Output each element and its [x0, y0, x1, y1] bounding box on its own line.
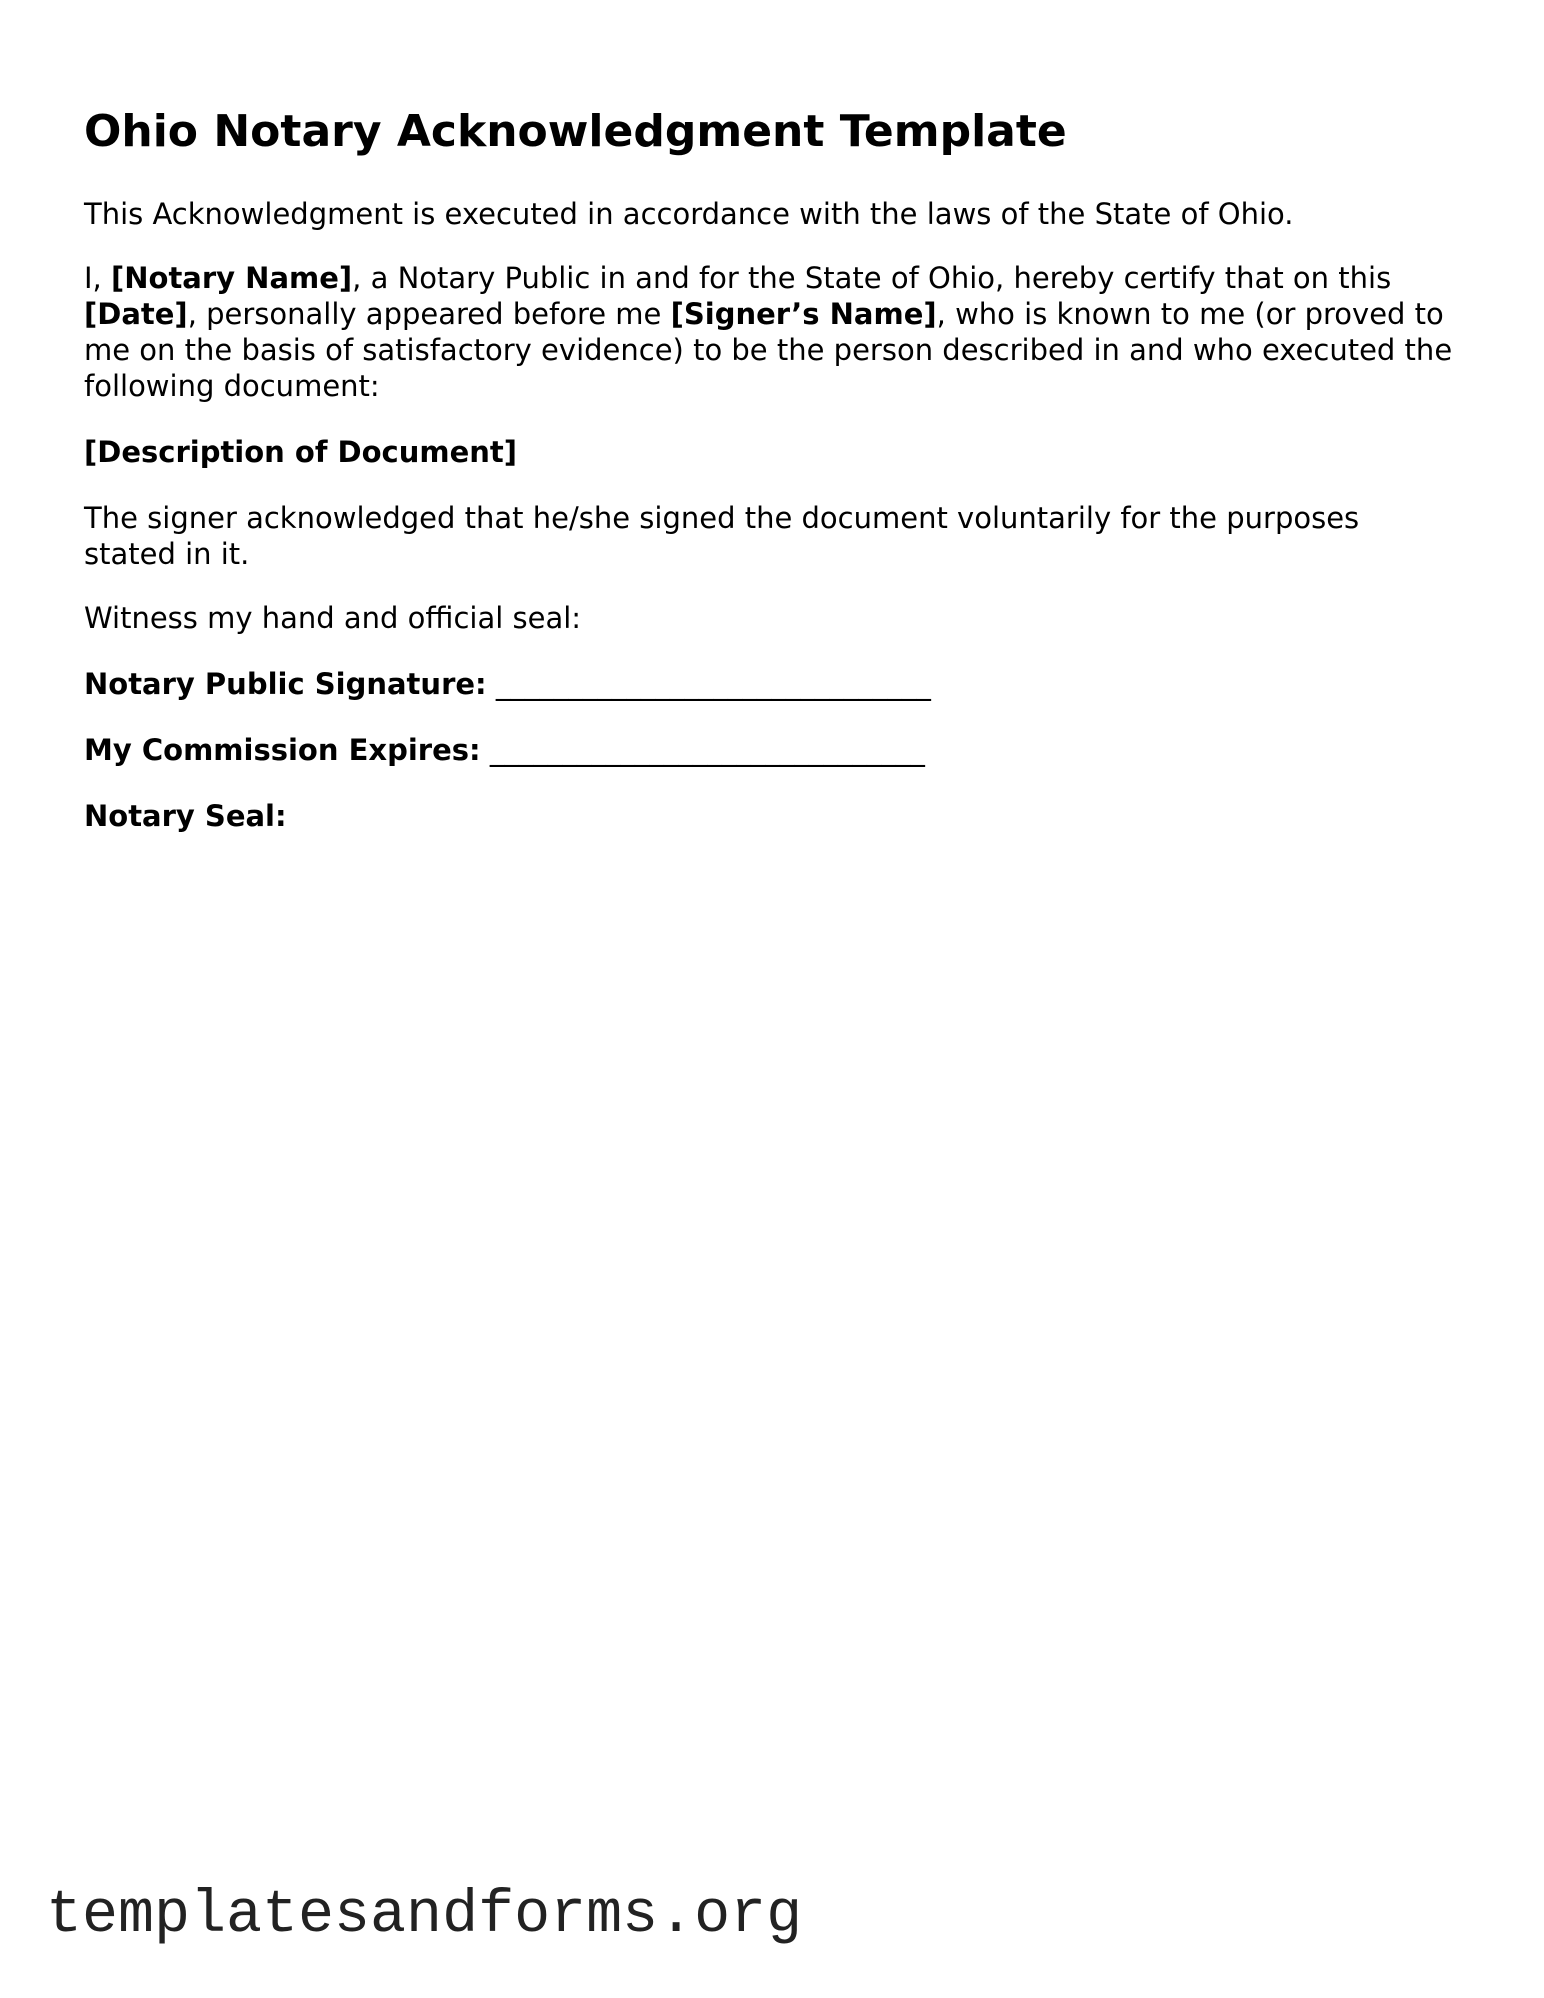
- witness-line: Witness my hand and official seal:: [84, 601, 582, 635]
- certify-prefix: I,: [84, 261, 111, 295]
- intro-paragraph: This Acknowledgment is executed in accordance with the laws of the State of Ohio.: [84, 197, 1294, 231]
- signer-name-placeholder: [Signer’s Name]: [670, 297, 937, 331]
- certify-text-1: , a Notary Public in and for the State of Ohio, hereby certify that on this: [352, 261, 1392, 295]
- seal-label: Notary Seal:: [84, 799, 287, 833]
- signature-blank[interactable]: ______________________________: [495, 667, 931, 701]
- signature-line: [84, 666, 931, 702]
- commission-line: [84, 732, 925, 768]
- certify-text-3: , who is known to me (or proved to me on the basis of satisfactory evidence) to be the person described in and who executed the following document:: [84, 297, 1453, 403]
- document-title: Ohio Notary Acknowledgment Template: [84, 106, 1067, 157]
- commission-label: My Commission Expires:: [84, 733, 481, 767]
- description-placeholder: [84, 434, 517, 470]
- signature-label: Notary Public Signature:: [84, 667, 487, 701]
- footer-watermark: templatesandforms.org: [46, 1882, 803, 1950]
- certification-paragraph: [84, 260, 1454, 404]
- seal-line: [84, 798, 287, 834]
- commission-blank[interactable]: ______________________________: [489, 733, 925, 767]
- acknowledgment-paragraph: The signer acknowledged that he/she signed the document voluntarily for the purposes stated in it.: [84, 501, 1360, 571]
- notary-name-placeholder: [Notary Name]: [111, 261, 353, 295]
- certify-text-2: , personally appeared before me: [187, 297, 671, 331]
- date-placeholder: [Date]: [84, 297, 188, 331]
- description-of-document: [Description of Document]: [84, 435, 518, 469]
